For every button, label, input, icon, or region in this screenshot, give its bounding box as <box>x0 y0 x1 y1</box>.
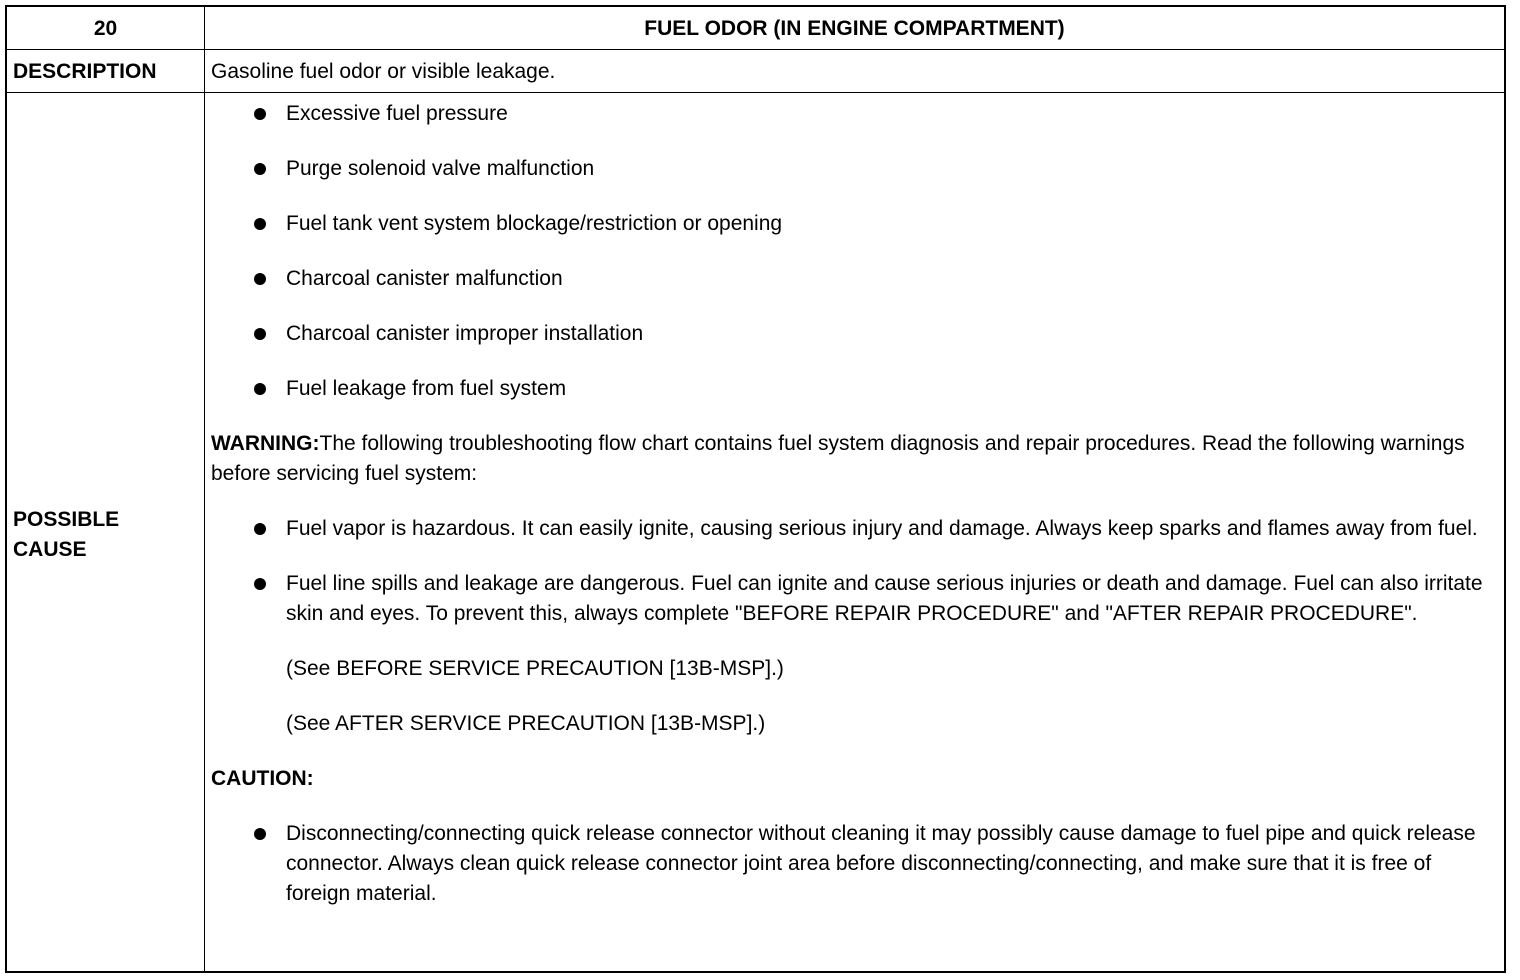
bullet-dot-icon <box>254 108 266 120</box>
bullet-dot-icon <box>254 328 266 340</box>
cause-item <box>211 99 1498 129</box>
caution-tag: CAUTION: <box>211 767 314 790</box>
warning-text: The following troubleshooting flow chart contains fuel system diagnosis and repair procedures. Read the following warnings before servicing fuel system: <box>211 432 1465 485</box>
symptom-number: 20 <box>93 17 118 40</box>
possible-cause-label <box>13 505 193 565</box>
warning-item <box>211 569 1498 629</box>
warning-item-text: Fuel line spills and leakage are dangerous. Fuel can ignite and cause serious injuries or death and damage. Fuel can also irritate skin and eyes. To prevent this, always complete "BEFORE REPAIR PROCEDURE" and "AFTER REPAIR PROCEDURE". <box>286 572 1483 625</box>
possible-cause-row <box>7 93 1504 971</box>
bullet-dot-icon <box>254 163 266 175</box>
symptom-title: FUEL ODOR (IN ENGINE COMPARTMENT) <box>644 17 1065 40</box>
see-before-reference: (See BEFORE SERVICE PRECAUTION [13B-MSP].) <box>286 657 784 680</box>
cause-item <box>211 319 1498 349</box>
cause-text: Purge solenoid valve malfunction <box>286 157 595 180</box>
troubleshooting-table <box>5 5 1506 973</box>
see-after-reference: (See AFTER SERVICE PRECAUTION [13B-MSP].) <box>286 712 766 735</box>
cause-item <box>211 154 1498 184</box>
caution-item-text: Disconnecting/connecting quick release connector without cleaning it may possibly cause damage to fuel pipe and quick release connector. Always clean quick release connector joint area before disconnecting/connecting, and make sure that it is free of foreign material. <box>286 822 1476 905</box>
possible-cause-content-cell <box>205 93 1504 971</box>
description-row <box>7 50 1504 93</box>
description-label: DESCRIPTION <box>13 60 157 83</box>
header-title-cell <box>205 7 1504 49</box>
possible-cause-content <box>211 99 1498 934</box>
cause-item <box>211 374 1498 404</box>
bullet-dot-icon <box>254 383 266 395</box>
cause-text: Charcoal canister improper installation <box>286 322 644 345</box>
possible-cause-label-line2: CAUSE <box>13 538 87 561</box>
cause-text: Excessive fuel pressure <box>286 102 508 125</box>
cause-item <box>211 209 1498 239</box>
bullet-dot-icon <box>254 523 266 535</box>
bullet-dot-icon <box>254 273 266 285</box>
bullet-dot-icon <box>254 218 266 230</box>
warning-item <box>211 514 1498 544</box>
warning-paragraph <box>211 429 1498 489</box>
header-number-cell <box>7 7 205 49</box>
bullet-dot-icon <box>254 578 266 590</box>
description-text-cell <box>205 50 1504 92</box>
cause-text: Fuel leakage from fuel system <box>286 377 567 400</box>
possible-cause-label-line1: POSSIBLE <box>13 508 120 531</box>
warning-tag: WARNING: <box>211 432 320 455</box>
caution-heading <box>211 764 1498 794</box>
header-row <box>7 7 1504 50</box>
description-text: Gasoline fuel odor or visible leakage. <box>211 60 556 83</box>
bullet-dot-icon <box>254 828 266 840</box>
warning-item-text: Fuel vapor is hazardous. It can easily ignite, causing serious injury and damage. Always keep sparks and flames away from fuel. <box>286 517 1478 540</box>
possible-cause-label-cell <box>7 93 205 971</box>
cause-item <box>211 264 1498 294</box>
caution-item <box>211 819 1498 909</box>
cause-text: Charcoal canister malfunction <box>286 267 563 290</box>
description-label-cell <box>7 50 205 92</box>
cause-text: Fuel tank vent system blockage/restriction or opening <box>286 212 783 235</box>
